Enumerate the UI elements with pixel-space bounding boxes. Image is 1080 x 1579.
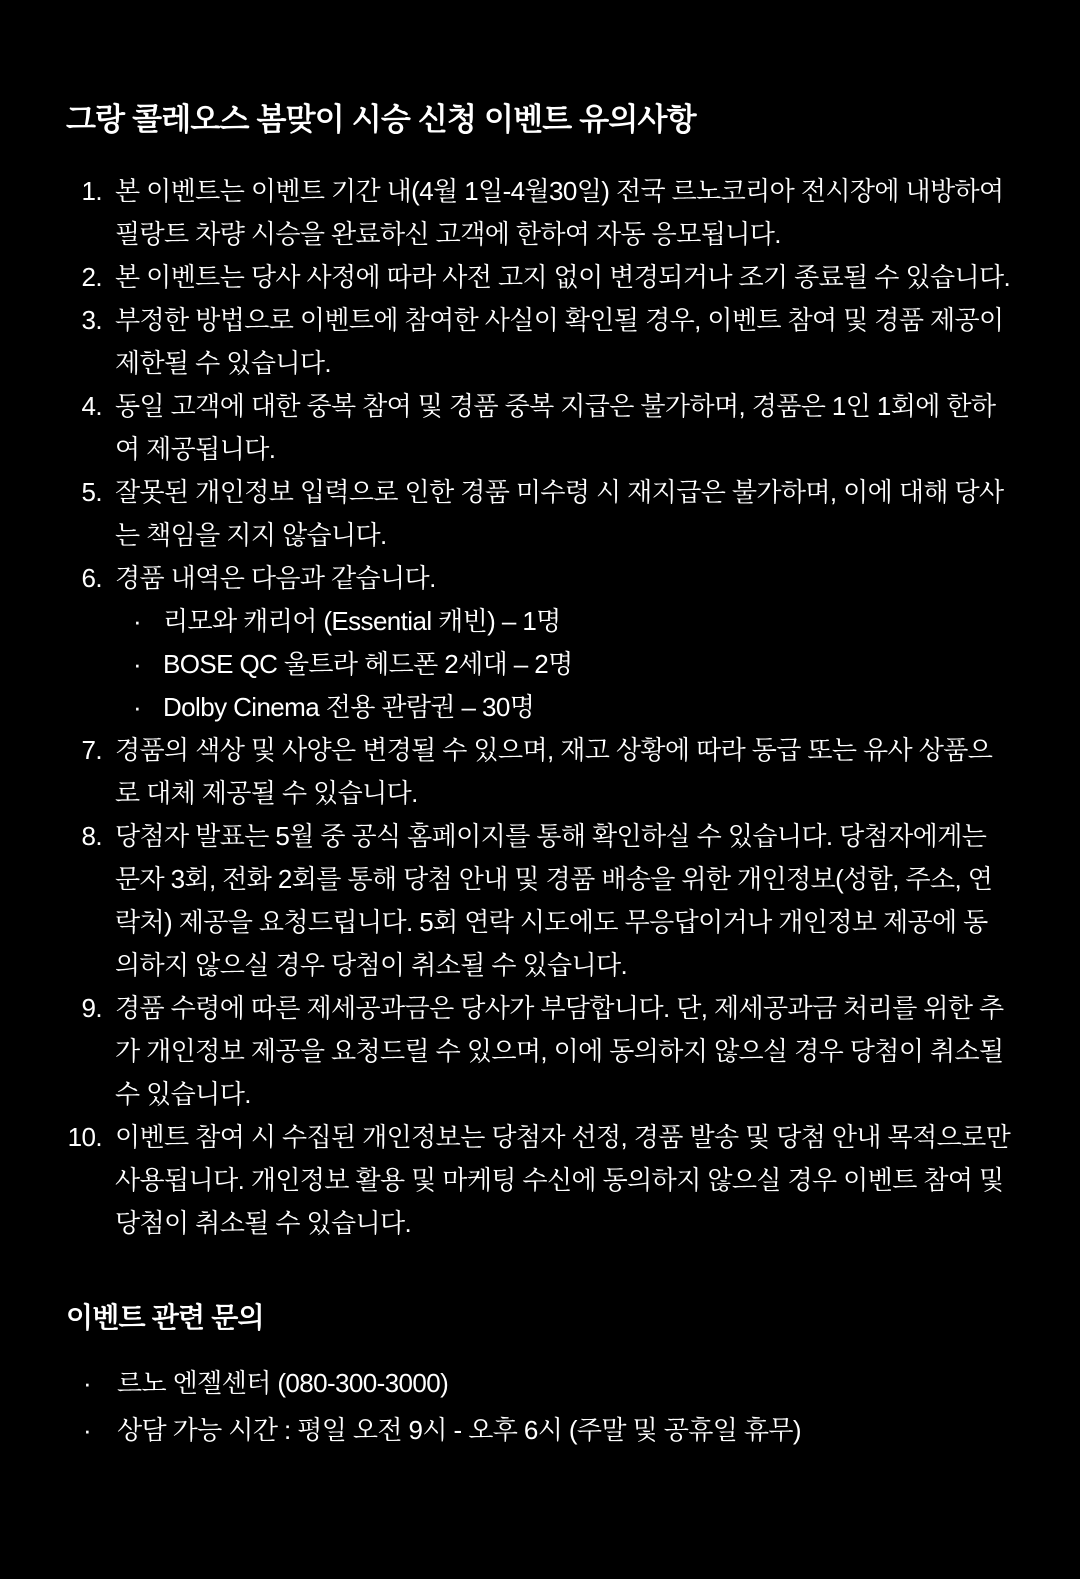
item-number: 5. [81,477,102,507]
bullet-icon: · [133,649,142,679]
notice-item [66,729,1014,815]
contact-text: 상담 가능 시간 : 평일 오전 9시 - 오후 6시 (주말 및 공휴일 휴무) [117,1415,801,1445]
prize-text: 리모와 캐리어 (Essential 캐빈) – 1명 [163,606,561,636]
bullet-icon: · [133,692,142,722]
item-text: 경품 수령에 따른 제세공과금은 당사가 부담합니다. 단, 제세공과금 처리를 위한 추가 개인정보 제공을 요청드릴 수 있으며, 이에 동의하지 않으실 경우 당첨이 취소될 수 있습니다. [115,993,1004,1109]
item-text: 잘못된 개인정보 입력으로 인한 경품 미수령 시 재지급은 불가하며, 이에 대해 당사는 책임을 지지 않습니다. [115,477,1004,550]
item-text: 본 이벤트는 당사 사정에 따라 사전 고지 없이 변경되거나 조기 종료될 수 있습니다. [115,262,1011,292]
prize-text: Dolby Cinema 전용 관람권 – 30명 [163,692,535,722]
notice-item [66,557,1014,729]
prize-item [115,643,1012,686]
page-title: 그랑 콜레오스 봄맞이 시승 신청 이벤트 유의사항 [66,102,696,137]
item-number: 3. [81,305,102,335]
notice-item [66,987,1014,1116]
item-text: 동일 고객에 대한 중복 참여 및 경품 중복 지급은 불가하며, 경품은 1인 1회에 한하여 제공됩니다. [115,391,996,464]
contact-item [66,1360,1014,1407]
notice-item [66,256,1014,299]
item-number: 2. [81,262,102,292]
item-number: 9. [81,993,102,1023]
notice-item [66,471,1014,557]
item-number: 6. [81,563,102,593]
item-text-line: 경품 내역은 다음과 같습니다. [115,563,436,593]
item-number: 1. [81,176,102,206]
bullet-icon: · [133,606,142,636]
notice-item [66,170,1014,256]
prize-list [115,600,1012,729]
bullet-icon: · [83,1415,92,1445]
contact-item [66,1407,1014,1454]
item-number: 7. [81,735,102,765]
item-text: 부정한 방법으로 이벤트에 참여한 사실이 확인될 경우, 이벤트 참여 및 경품 제공이 제한될 수 있습니다. [115,305,1004,378]
item-text: 당첨자 발표는 5월 중 공식 홈페이지를 통해 확인하실 수 있습니다. 당첨자에게는 문자 3회, 전화 2회를 통해 당첨 안내 및 경품 배송을 위한 개인정보(성함, 주소, 연락처) 제공을 요청드립니다. 5회 연락 시도에도 무응답이거나 개인정보 제공에 동의하지 않으실 경우 당첨이 취소될 수 있습니다. [115,821,993,980]
prize-text: BOSE QC 울트라 헤드폰 2세대 – 2명 [163,649,573,679]
notice-item [66,385,1014,471]
item-number: 8. [81,821,102,851]
item-text: 본 이벤트는 이벤트 기간 내(4월 1일-4월30일) 전국 르노코리아 전시장에 내방하여 필랑트 차량 시승을 완료하신 고객에 한하여 자동 응모됩니다. [115,176,1004,249]
item-number: 4. [81,391,102,421]
item-text [115,557,1012,729]
contact-list [66,1360,1014,1454]
bullet-icon: · [83,1368,92,1398]
notice-item [66,299,1014,385]
prize-item [115,600,1012,643]
contact-text: 르노 엔젤센터 (080-300-3000) [117,1368,449,1398]
contact-heading: 이벤트 관련 문의 [66,1302,264,1333]
notice-item [66,815,1014,987]
item-text: 경품의 색상 및 사양은 변경될 수 있으며, 재고 상황에 따라 동급 또는 유사 상품으로 대체 제공될 수 있습니다. [115,735,993,808]
item-text: 이벤트 참여 시 수집된 개인정보는 당첨자 선정, 경품 발송 및 당첨 안내 목적으로만 사용됩니다. 개인정보 활용 및 마케팅 수신에 동의하지 않으실 경우 이벤트 참여 및 당첨이 취소될 수 있습니다. [115,1122,1011,1238]
prize-item [115,686,1012,729]
notice-list [66,170,1014,1245]
notice-item [66,1116,1014,1245]
item-number: 10. [67,1122,102,1152]
